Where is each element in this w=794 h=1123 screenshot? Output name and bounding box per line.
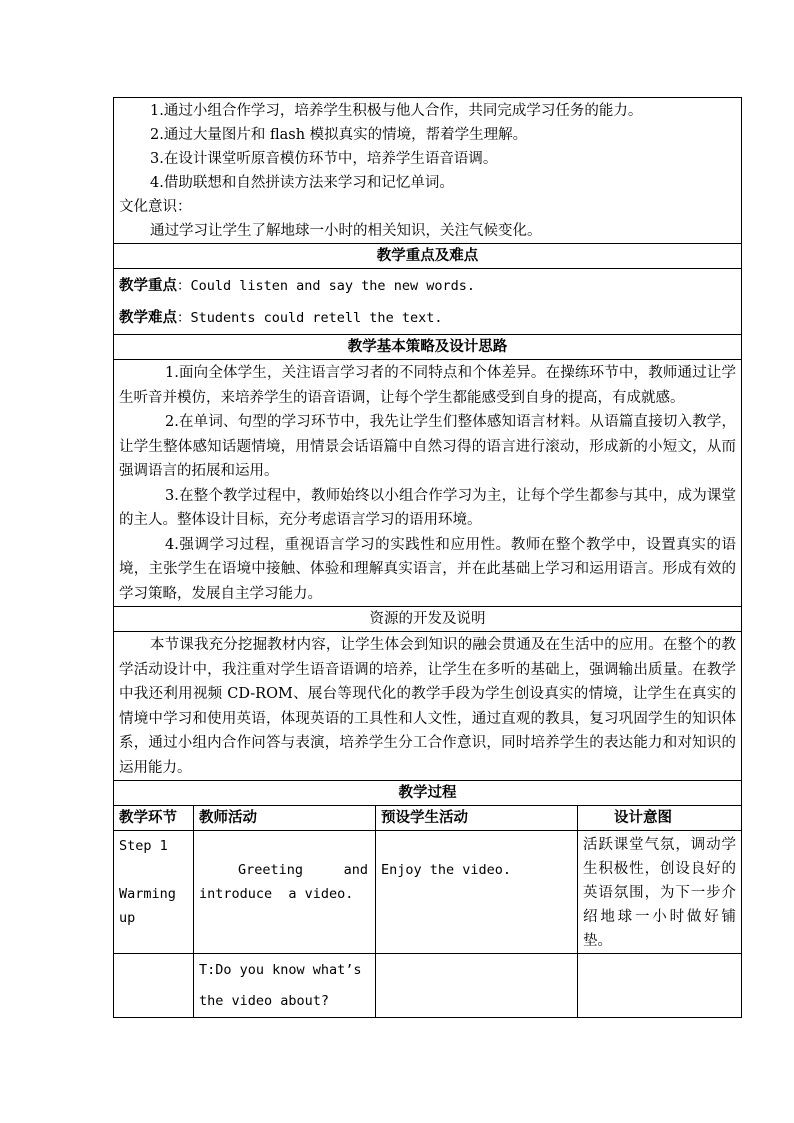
resources-text: 本节课我充分挖掘教材内容，让学生体会到知识的融会贯通及在生活中的应用。在整个的教学活动设计中，我注重对学生语音语调的培养，让学生在多听的基础上，强调输出质量。在教学中我还利用视频 CD-ROM、展台等现代化的教学手段为学生创设真实的情境，让学生在真实的情境中学习和使用英语，体现英语的工具性和人文性，通过直观的教具，复习巩固学生的知识体系，通过小组内合作问答与表演，培养学生分工合作意识，同时培养学生的表达能力和对知识的运用能力。 <box>119 637 737 776</box>
col-header-teacher: 教师活动 <box>194 806 376 831</box>
lesson-plan-table <box>113 97 742 1018</box>
strategy-paragraph: 2.在单词、句型的学习环节中，我先让学生们整体感知语言材料。从语篇直接切入教学，让学生整体感知话题情境，用情景会话语篇中自然习得的语言进行滚动，形成新的小短文，从而强调语言的拓展和运用。 <box>119 414 737 479</box>
culture-text: 通过学习让学生了解地球一小时的相关知识，关注气候变化。 <box>150 223 542 239</box>
process-title-row <box>114 781 742 806</box>
key-point-label: 教学重点 <box>119 277 177 294</box>
objectives-cell <box>114 98 742 244</box>
table-row <box>114 954 742 1018</box>
strategy-paragraph: 1.面向全体学生，关注语言学习者的不同特点和个体差异。在操练环节中，教师通过让学生听音并模仿，来培养学生的语音语调，让每个学生都能感受到自身的提高，有成就感。 <box>119 365 737 406</box>
culture-label: 文化意识： <box>119 199 192 215</box>
teacher-activity-line: the video about? <box>199 993 330 1009</box>
focus-title: 教学重点及难点 <box>114 244 742 269</box>
difficulty-label: 教学难点 <box>119 309 177 326</box>
step-label: Step 1 <box>119 838 168 854</box>
objective-item: 2.通过大量图片和 flash 模拟真实的情境，帮着学生理解。 <box>150 127 528 143</box>
objectives-row <box>114 98 742 244</box>
col-header-purpose: 设计意图 <box>578 806 742 831</box>
teacher-activity-line: Greeting and <box>238 862 369 878</box>
focus-cell <box>114 269 742 335</box>
purpose-cell <box>578 831 742 954</box>
strategy-cell <box>114 360 742 607</box>
col-header-stage: 教学环节 <box>114 806 194 831</box>
resources-title: 资源的开发及说明 <box>114 607 742 632</box>
col-header-student: 预设学生活动 <box>376 806 578 831</box>
teacher-activity-cell <box>194 831 376 954</box>
strategy-title-row <box>114 335 742 360</box>
process-title: 教学过程 <box>114 781 742 806</box>
objective-item: 3.在设计课堂听原音模仿环节中，培养学生语音语调。 <box>150 151 498 167</box>
strategy-paragraph: 4.强调学习过程，重视语言学习的实践性和应用性。教师在整个教学中，设置真实的语境，主张学生在语境中接触、体验和理解真实语言，并在此基础上学习和运用语言。形成有效的学习策略，发展自主学习能力。 <box>119 536 737 602</box>
teacher-activity-line: T:Do you know what’s <box>199 962 362 978</box>
purpose-text: 活跃课堂气氛，调动学生积极性，创设良好的英语氛围，为下一步介绍地球一小时做好铺垫。 <box>583 837 737 949</box>
resources-title-row <box>114 607 742 632</box>
table-row <box>114 831 742 954</box>
objective-item: 4.借助联想和自然拼读方法来学习和记忆单词。 <box>150 175 454 191</box>
step-cell <box>114 831 194 954</box>
focus-title-row <box>114 244 742 269</box>
strategy-title: 教学基本策略及设计思路 <box>114 335 742 360</box>
student-activity-text: Enjoy the video. <box>381 862 512 878</box>
focus-row <box>114 269 742 335</box>
teacher-activity-cell <box>194 954 376 1018</box>
strategy-row <box>114 360 742 607</box>
purpose-cell <box>578 954 742 1018</box>
resources-cell <box>114 632 742 781</box>
strategy-paragraph: 3.在整个教学过程中，教师始终以小组合作学习为主，让每个学生都参与其中，成为课堂的主人。整体设计目标，充分考虑语言学习的语用环境。 <box>119 487 737 528</box>
objective-item: 1.通过小组合作学习，培养学生积极与他人合作，共同完成学习任务的能力。 <box>150 103 643 119</box>
process-header-row <box>114 806 742 831</box>
student-activity-cell <box>376 831 578 954</box>
step-cell <box>114 954 194 1018</box>
resources-row <box>114 632 742 781</box>
key-point-text: ：Could listen and say the new words. <box>177 278 475 294</box>
teacher-activity-line: introduce a video. <box>199 886 354 902</box>
stage-label: Warming up <box>119 886 176 926</box>
student-activity-cell <box>376 954 578 1018</box>
difficulty-text: ：Students could retell the text. <box>177 310 443 326</box>
